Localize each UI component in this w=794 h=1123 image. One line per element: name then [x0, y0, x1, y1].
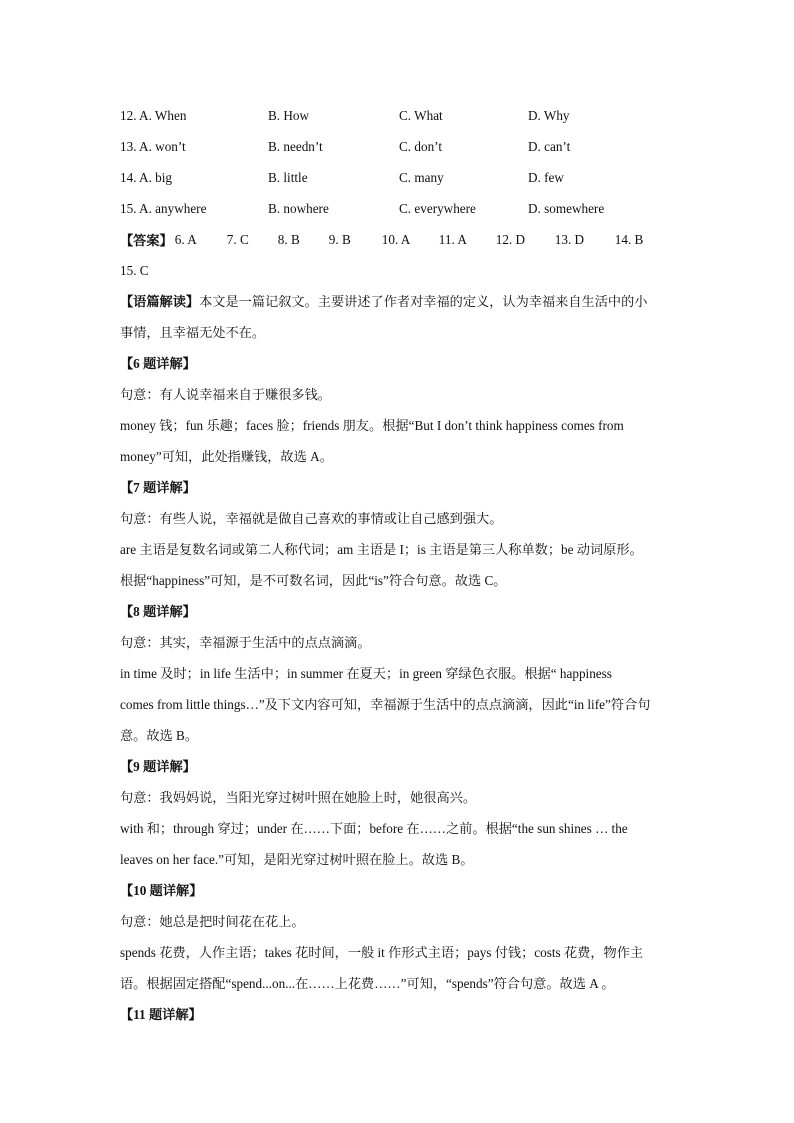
option-15-b: B. nowhere — [268, 200, 329, 216]
option-15-a: 15. A. anywhere — [120, 200, 207, 216]
answer-15: 15. C — [120, 263, 149, 278]
explanation-10-line-1: 句意：她总是把时间花在花上。 — [120, 914, 305, 929]
reading-analysis-text-1: 本文是一篇记叙文。主要讲述了作者对幸福的定义，认为幸福来自生活中的小 — [199, 294, 648, 309]
explanation-7-heading: 【7 题详解】 — [120, 480, 196, 495]
option-13-d: D. can’t — [528, 138, 571, 154]
explanation-9-line-2: with 和；through 穿过；under 在……下面；before 在……之前。根据“the sun shines … the — [120, 821, 628, 836]
option-15-d: D. somewhere — [528, 200, 605, 216]
reading-analysis-line-1 — [120, 286, 680, 317]
option-15-c: C. everywhere — [399, 200, 476, 216]
option-12-c: C. What — [399, 107, 443, 123]
explanation-9-heading: 【9 题详解】 — [120, 759, 196, 774]
option-14-d: D. few — [528, 169, 564, 185]
explanation-11-heading: 【11 题详解】 — [120, 1007, 202, 1022]
question-13-options — [120, 131, 680, 162]
explanation-6-line-2: money 钱；fun 乐趣；faces 脸；friends 朋友。根据“But I don’t think happiness comes from — [120, 418, 624, 433]
answer-12: 12. D — [495, 231, 526, 247]
answer-14: 14. B — [614, 231, 644, 247]
explanation-9-line-1: 句意：我妈妈说，当阳光穿过树叶照在她脸上时，她很高兴。 — [120, 790, 477, 805]
explanation-6-heading: 【6 题详解】 — [120, 356, 196, 371]
explanation-8-line-4: 意。故选 B。 — [120, 728, 199, 743]
option-13-c: C. don’t — [399, 138, 442, 154]
option-12-d: D. Why — [528, 107, 570, 123]
explanation-8-line-1: 句意：其实，幸福源于生活中的点点滴滴。 — [120, 635, 371, 650]
explanation-7-line-1: 句意：有些人说，幸福就是做自己喜欢的事情或让自己感到强大。 — [120, 511, 503, 526]
option-12-b: B. How — [268, 107, 310, 123]
answer-13: 13. D — [554, 231, 585, 247]
question-15-options — [120, 193, 680, 224]
answer-6: 6. A — [174, 231, 197, 247]
explanation-10-heading: 【10 题详解】 — [120, 883, 203, 898]
answer-7: 7. C — [226, 231, 249, 247]
answer-9: 9. B — [328, 231, 351, 247]
question-14-options — [120, 162, 680, 193]
option-12-a: 12. A. When — [120, 107, 187, 123]
option-14-a: 14. A. big — [120, 169, 173, 185]
explanation-10-line-2: spends 花费，人作主语；takes 花时间，一般 it 作形式主语；pays 付钱；costs 花费，物作主 — [120, 945, 644, 960]
answer-key — [120, 224, 680, 255]
answer-label: 【答案】 — [120, 233, 173, 248]
answer-8: 8. B — [277, 231, 300, 247]
answer-10: 10. A — [381, 231, 411, 247]
explanation-8-heading: 【8 题详解】 — [120, 604, 196, 619]
reading-analysis-line-2: 事情，且幸福无处不在。 — [120, 325, 266, 340]
explanation-6-line-1: 句意：有人说幸福来自于赚很多钱。 — [120, 387, 331, 402]
option-13-a: 13. A. won’t — [120, 138, 186, 154]
explanation-9-line-3: leaves on her face.”可知，是阳光穿过树叶照在脸上。故选 B。 — [120, 852, 474, 867]
question-12-options — [120, 100, 680, 131]
explanation-10-line-3: 语。根据固定搭配“spend...on...在……上花费……”可知，“spends”符合句意。故选 A 。 — [120, 976, 615, 991]
explanation-7-line-2: are 主语是复数名词或第二人称代词；am 主语是 I；is 主语是第三人称单数；be 动词原形。 — [120, 542, 643, 557]
answer-11: 11. A — [438, 231, 467, 247]
reading-analysis-label: 【语篇解读】 — [120, 294, 200, 309]
option-14-c: C. many — [399, 169, 444, 185]
option-14-b: B. little — [268, 169, 308, 185]
explanation-6-line-3: money”可知，此处指赚钱，故选 A。 — [120, 449, 333, 464]
explanation-8-line-3: comes from little things…”及下文内容可知，幸福源于生活中的点点滴滴，因此“in life”符合句 — [120, 697, 651, 712]
document-page — [120, 100, 680, 1030]
explanation-7-line-3: 根据“happiness”可知，是不可数名词，因此“is”符合句意。故选 C。 — [120, 573, 507, 588]
option-13-b: B. needn’t — [268, 138, 323, 154]
explanation-8-line-2: in time 及时；in life 生活中；in summer 在夏天；in green 穿绿色衣服。根据“ happiness — [120, 666, 612, 681]
